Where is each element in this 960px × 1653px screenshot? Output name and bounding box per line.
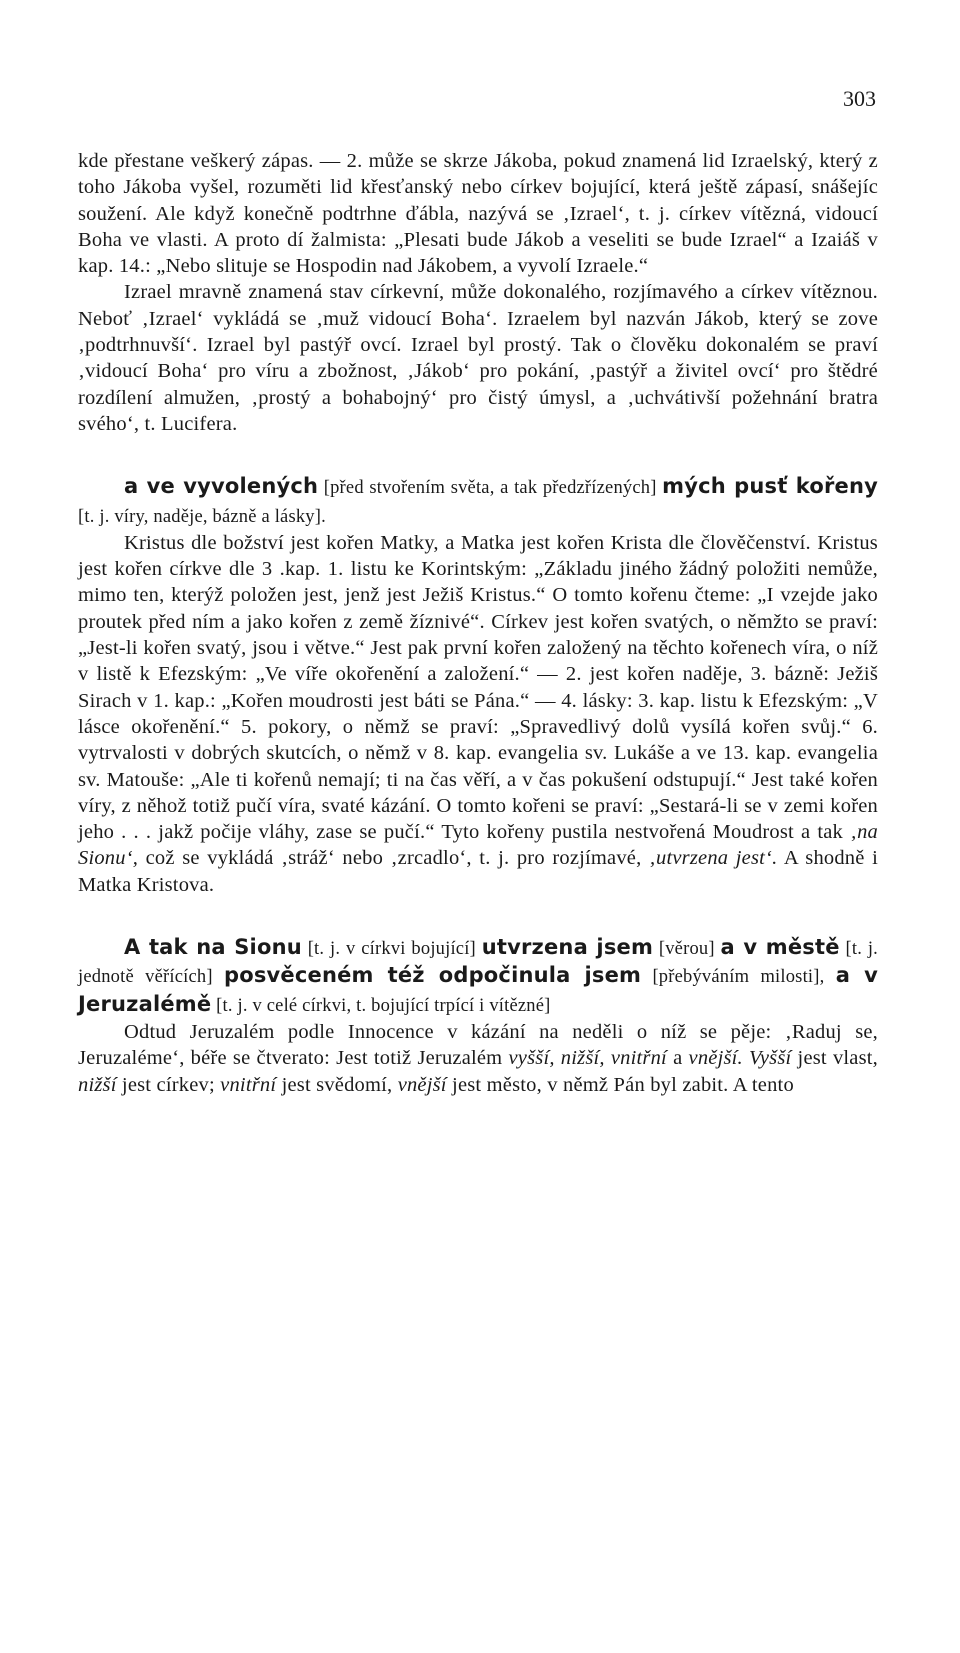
page-body [78, 148, 878, 1098]
italic-text: ‚na Sionu‘, [78, 821, 878, 870]
paragraph-text: jest vlast, [791, 1047, 879, 1070]
verse-gloss: [přebýváním milosti], [641, 967, 836, 988]
paragraph-text: jest církev; [116, 1073, 221, 1096]
verse-bold-text: A tak na Sionu [124, 935, 302, 960]
verse-bold-text: a v Jeruzalémě [78, 963, 878, 1016]
verse-gloss: [t. j. jednotě věřících] [78, 939, 878, 988]
paragraph-text: což se vykládá ‚stráž‘ nebo ‚zrcadlo‘, t. j. pro rozjímavé, [138, 847, 649, 870]
paragraph-1: kde přestane veškerý zápas. — 2. může se skrze Jákoba, pokud znamená lid Izraelský, který z toho Jákoba vyšel, rozuměti lid křesťanský nebo církev bojující, která ještě zápasí, snášejíc soužení. Ale když konečně podtrhne ďábla, nazývá se ‚Izrael‘, t. j. církev vítězná, vidoucí Boha ve vlasti. A proto dí žalmista: „Plesati bude Jákob a veseliti se bude Izrael“ a Izaiáš v kap. 14.: „Nebo slituje se Hospodin nad Jákobem, a vyvolí Izraele.“ [78, 150, 878, 278]
paragraph-text: jest město, v němž Pán byl zabit. A tento [446, 1073, 794, 1096]
verse-gloss: [t. j. víry, naděje, bázně a lásky]. [78, 506, 326, 527]
paragraph-text: A shodně i Matka Kristova. [78, 847, 879, 896]
italic-text: vnitřní [220, 1073, 277, 1096]
verse-gloss: [t. j. v církvi bojující] [301, 939, 482, 960]
verse-gloss: [věrou] [653, 939, 721, 960]
verse-heading-2 [78, 934, 878, 1019]
paragraph-text: jest svědomí, [276, 1073, 398, 1096]
verse-bold-text: utvrzena jsem [481, 935, 654, 960]
paragraph-text: Kristus dle božství jest kořen Matky, a Matka jest kořen Krista dle člověčenství. Kristus jest kořen církve dle 3 .kap. 1. listu ke Korintským: „Základu jiného žádný položiti nemůže, mimo ten, kterýž položen jest, jenž jest Ježiš Kristus.“ O tomto kořenu čteme: „I vzejde jako proutek před ním a jako kořen z země žíznivé“. Církev jest kořen svatých, o němžto se praví: „Jest-li kořen svatý, jsou i větve.“ Jest pak první kořen založený na těchto kořenech víra, o níž v listě k Efezským: „Ve víře okořenění a založení.“ — 2. jest kořen naděje, 3. bázně: Ježiš Sirach v 1. kap.: „Kořen moudrosti jest báti se Pána.“ — 4. lásky: 3. kap. listu k Efezským: „V lásce okořenění.“ 5. pokory, o němž se praví: „Spravedlivý dolů vysílá kořen svůj.“ 6. vytrvalosti v dobrých skutcích, o němž v 8. kap. evangelia sv. Lukáše a ve 13. kap. evangelia sv. Matouše: „Ale ti kořenů nemají; ti na čas věří, a v čas pokušení odstupují.“ Jest také kořen víry, z něhož totiž pučí víra, svaté kázání. O tomto kořeni se praví: „Sestará-li se v zemi kořen jeho . . . jakž počije vláhy, zase se pučí.“ Tyto kořeny pustila nestvořená Moudrost a tak [78, 531, 878, 844]
paragraph-3 [78, 530, 878, 898]
italic-text: nižší [78, 1073, 117, 1096]
verse-bold-text: mých pusť kořeny [662, 474, 878, 499]
paragraph-text: Odtud Jeruzalém podle Innocence v kázání na neděli o níž se pěje: ‚Raduj se, Jeruzaléme‘, béře se čtverato: Jest totiž Jeruzalém [78, 1020, 878, 1070]
italic-text: ‚utvrzena jest‘. [649, 847, 778, 870]
italic-text: vnější [397, 1073, 447, 1096]
paragraph-text: a [666, 1047, 689, 1070]
verse-bold-text: posvěceném též odpočinula jsem [223, 963, 642, 988]
paragraph-4 [78, 1019, 878, 1098]
verse-gloss: [t. j. v celé církvi, t. bojující trpící i vítězné] [211, 995, 551, 1016]
verse-gloss: [před stvořením světa, a tak předzřízených] [318, 478, 663, 499]
italic-text: vyšší, nižší, vnitřní [508, 1047, 667, 1070]
page-number: 303 [843, 86, 876, 111]
paragraph-2: Izrael mravně znamená stav církevní, může dokonalého, rozjímavého a církev vítěznou. Neboť ‚Izrael‘ vykládá se ‚muž vidoucí Boha‘. Izraelem byl nazván Jákob, který se zove ‚podtrhnuvší‘. Izrael byl pastýř ovcí. Izrael byl prostý. Tak o člověku dokonalém se praví ‚vidoucí Boha‘ pro víru a zbožnost, ‚Jákob‘ pro pokání, ‚pastýř a živitel ovcí‘ pro štědré rozdílení almužen, ‚prostý a bohabojný‘ pro čistý úmysl, a ‚uchvátivší požehnání bratra svého‘, t. Lucifera. [78, 281, 878, 435]
verse-heading-1 [78, 473, 878, 530]
italic-text: vnější. Vyšší [688, 1047, 792, 1070]
verse-bold-text: a v městě [720, 935, 840, 960]
verse-bold-text: a ve vyvolených [124, 474, 319, 499]
